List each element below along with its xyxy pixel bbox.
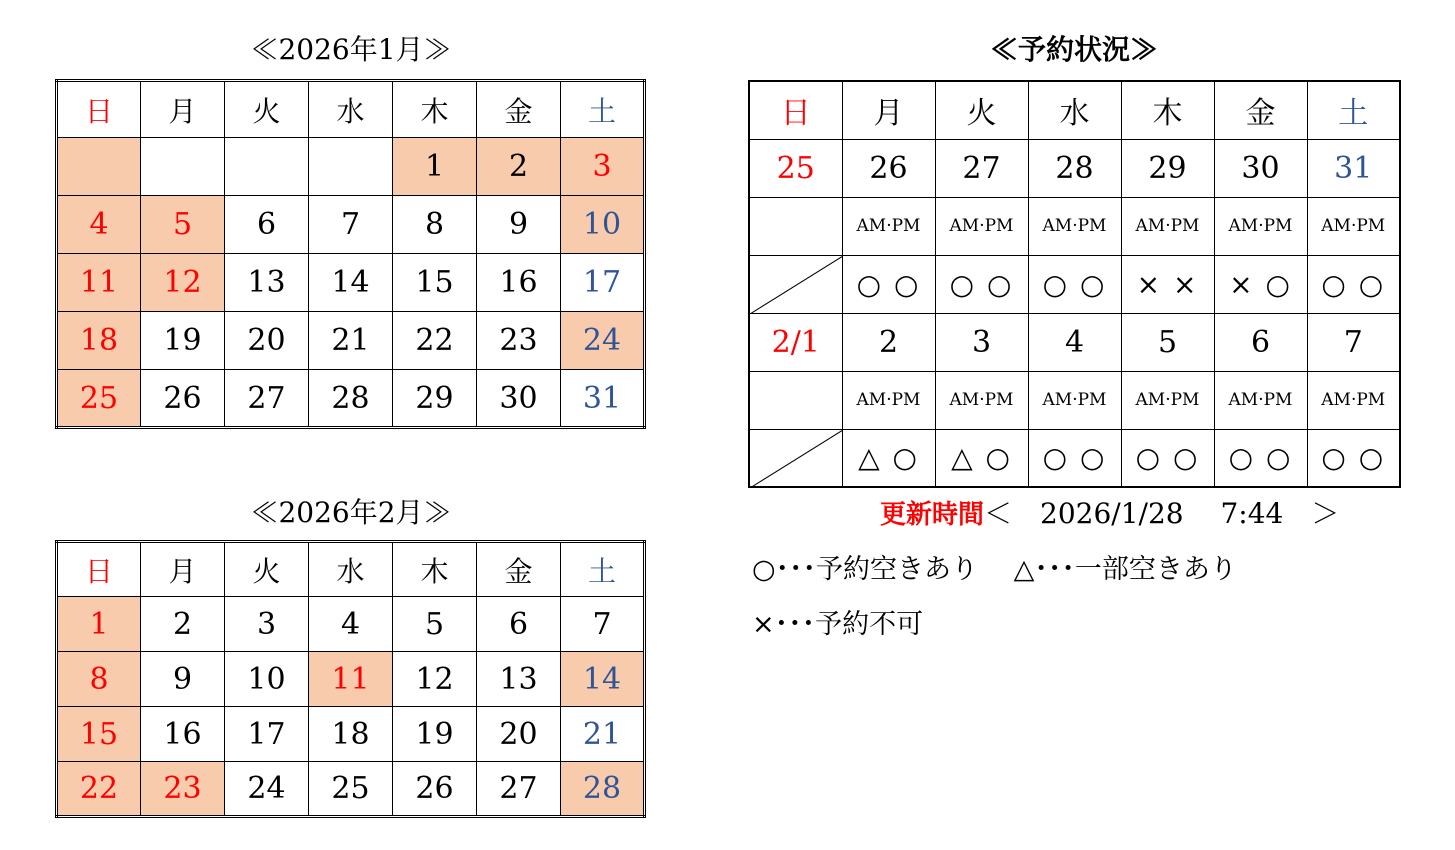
availability-status: ○ ○ (1028, 255, 1121, 313)
calendar-day-cell: 2 (141, 597, 225, 652)
calendar-day-cell: 29 (393, 370, 477, 428)
calendar-day-cell: 7 (309, 196, 393, 254)
reservation-date: 7 (1307, 313, 1400, 371)
slot-label: AM·PM (842, 197, 935, 255)
availability-status: △ ○ (842, 429, 935, 487)
calendar-day-cell: 23 (477, 312, 561, 370)
calendar-day-cell: 16 (141, 707, 225, 762)
reservation-date: 27 (935, 139, 1028, 197)
reservation-date-row (749, 313, 1400, 371)
calendar-day-cell: 14 (561, 652, 645, 707)
calendar-day-cell: 21 (561, 707, 645, 762)
calendar-day-cell: 9 (477, 196, 561, 254)
slot-label: AM·PM (1307, 197, 1400, 255)
legend-unavailable: ×･･･予約不可 (752, 609, 924, 640)
availability-status: △ ○ (935, 429, 1028, 487)
reservation-date: 6 (1214, 313, 1307, 371)
calendar-day-cell: 5 (141, 196, 225, 254)
calendar-day-cell: 22 (393, 312, 477, 370)
availability-status: ○ ○ (1214, 429, 1307, 487)
reservation-date: 30 (1214, 139, 1307, 197)
calendar-week-row (57, 138, 645, 196)
calendar-day-cell: 17 (561, 254, 645, 312)
weekday-sat: 土 (1307, 81, 1400, 139)
weekday-sat: 土 (561, 542, 645, 597)
reservation-sunday-date: 2/1 (749, 313, 842, 371)
weekday-wed: 水 (309, 81, 393, 138)
reservation-date: 26 (842, 139, 935, 197)
calendar-day-cell: 28 (561, 762, 645, 817)
reservation-title: ≪予約状況≫ (989, 33, 1158, 66)
calendar-day-cell: 14 (309, 254, 393, 312)
availability-status: ○ ○ (1121, 429, 1214, 487)
weekday-mon: 月 (141, 81, 225, 138)
calendar-day-cell: 26 (141, 370, 225, 428)
weekday-thu: 木 (393, 542, 477, 597)
slot-label: AM·PM (1028, 197, 1121, 255)
weekday-tue: 火 (225, 81, 309, 138)
availability-status: ○ ○ (1307, 255, 1400, 313)
calendar-week-row (57, 312, 645, 370)
slot-label: AM·PM (1214, 371, 1307, 429)
calendar-day-cell: 24 (225, 762, 309, 817)
weekday-fri: 金 (477, 542, 561, 597)
calendar-day-cell: 17 (225, 707, 309, 762)
availability-status: ○ ○ (1028, 429, 1121, 487)
calendar-day-cell: 4 (309, 597, 393, 652)
weekday-tue: 火 (225, 542, 309, 597)
weekday-sat: 土 (561, 81, 645, 138)
reservation-date: 3 (935, 313, 1028, 371)
calendar-day-cell: 2 (477, 138, 561, 196)
diagonal-line (750, 256, 842, 314)
slot-label: AM·PM (1121, 371, 1214, 429)
calendar-week-row (57, 196, 645, 254)
calendar-day-cell: 19 (141, 312, 225, 370)
reservation-slot-row (749, 371, 1400, 429)
calendar-day-cell: 22 (57, 762, 141, 817)
updated-value: ＜ 2026/1/28 7:44 ＞ (984, 497, 1340, 530)
calendar-day-cell: 18 (57, 312, 141, 370)
calendar-day-cell (225, 138, 309, 196)
calendar-day-cell: 9 (141, 652, 225, 707)
weekday-tue: 火 (935, 81, 1028, 139)
calendar-day-cell: 5 (393, 597, 477, 652)
calendar-day-cell: 18 (309, 707, 393, 762)
weekday-fri: 金 (477, 81, 561, 138)
calendar-day-cell: 6 (477, 597, 561, 652)
calendar-week-row (57, 597, 645, 652)
calendar-day-cell: 31 (561, 370, 645, 428)
slot-label: AM·PM (1121, 197, 1214, 255)
reservation-slot-row (749, 197, 1400, 255)
calendar-day-cell: 11 (309, 652, 393, 707)
calendar-day-cell: 8 (57, 652, 141, 707)
calendar-day-cell: 10 (225, 652, 309, 707)
calendar-day-cell: 24 (561, 312, 645, 370)
availability-status: ○ ○ (1307, 429, 1400, 487)
calendar-day-cell: 20 (477, 707, 561, 762)
calendar-day-cell: 3 (561, 138, 645, 196)
calendar-day-cell: 3 (225, 597, 309, 652)
availability-status: × ○ (1214, 255, 1307, 313)
calendar-day-cell: 8 (393, 196, 477, 254)
calendar-day-cell: 4 (57, 196, 141, 254)
weekday-thu: 木 (1121, 81, 1214, 139)
weekday-mon: 月 (141, 542, 225, 597)
diagonal-slash-cell (749, 429, 842, 487)
calendar-day-cell: 25 (57, 370, 141, 428)
slot-label: AM·PM (935, 371, 1028, 429)
calendar-day-cell: 10 (561, 196, 645, 254)
updated-label: 更新時間 (880, 500, 985, 530)
calendar-week-row (57, 652, 645, 707)
calendar-week-row (57, 370, 645, 428)
weekday-sun: 日 (749, 81, 842, 139)
reservation-date: 5 (1121, 313, 1214, 371)
calendar-day-cell: 27 (477, 762, 561, 817)
calendar-day-cell: 21 (309, 312, 393, 370)
diagonal-slash-cell (749, 255, 842, 313)
calendar-day-cell: 25 (309, 762, 393, 817)
calendar-day-cell: 27 (225, 370, 309, 428)
availability-status: × × (1121, 255, 1214, 313)
weekday-wed: 水 (1028, 81, 1121, 139)
february-calendar (55, 540, 646, 818)
empty-cell (749, 197, 842, 255)
reservation-date: 28 (1028, 139, 1121, 197)
availability-status: ○ ○ (842, 255, 935, 313)
calendar-day-cell: 12 (141, 254, 225, 312)
weekday-sun: 日 (57, 542, 141, 597)
calendar-day-cell: 15 (393, 254, 477, 312)
calendar-week-row (57, 254, 645, 312)
calendar-day-cell: 6 (225, 196, 309, 254)
slot-label: AM·PM (1307, 371, 1400, 429)
calendar-day-cell: 15 (57, 707, 141, 762)
reservation-table (748, 80, 1401, 488)
calendar-day-cell (57, 138, 141, 196)
reservation-date: 29 (1121, 139, 1214, 197)
calendar-week-row (57, 707, 645, 762)
calendar-day-cell: 12 (393, 652, 477, 707)
slot-label: AM·PM (935, 197, 1028, 255)
february-title: ≪2026年2月≫ (250, 496, 452, 529)
reservation-date: 31 (1307, 139, 1400, 197)
calendar-day-cell: 13 (225, 254, 309, 312)
weekday-wed: 水 (309, 542, 393, 597)
calendar-week-row (57, 762, 645, 817)
calendar-day-cell: 16 (477, 254, 561, 312)
slot-label: AM·PM (1214, 197, 1307, 255)
calendar-day-cell: 23 (141, 762, 225, 817)
calendar-day-cell: 13 (477, 652, 561, 707)
empty-cell (749, 371, 842, 429)
reservation-status-row (749, 255, 1400, 313)
reservation-date: 2 (842, 313, 935, 371)
weekday-mon: 月 (842, 81, 935, 139)
calendar-day-cell: 20 (225, 312, 309, 370)
slot-label: AM·PM (842, 371, 935, 429)
calendar-day-cell: 7 (561, 597, 645, 652)
january-title: ≪2026年1月≫ (250, 33, 452, 66)
weekday-sun: 日 (57, 81, 141, 138)
calendar-day-cell: 1 (393, 138, 477, 196)
reservation-date: 4 (1028, 313, 1121, 371)
reservation-status-row (749, 429, 1400, 487)
calendar-day-cell: 28 (309, 370, 393, 428)
weekday-fri: 金 (1214, 81, 1307, 139)
last-updated (880, 496, 1339, 532)
slot-label: AM·PM (1028, 371, 1121, 429)
weekday-thu: 木 (393, 81, 477, 138)
calendar-day-cell: 11 (57, 254, 141, 312)
calendar-day-cell: 30 (477, 370, 561, 428)
legend-available: ○･･･予約空きあり △･･･一部空きあり (752, 554, 1237, 585)
calendar-day-cell (141, 138, 225, 196)
calendar-day-cell: 1 (57, 597, 141, 652)
calendar-day-cell: 26 (393, 762, 477, 817)
january-calendar (55, 79, 646, 429)
reservation-date-row (749, 139, 1400, 197)
availability-status: ○ ○ (935, 255, 1028, 313)
calendar-day-cell: 19 (393, 707, 477, 762)
reservation-sunday-date: 25 (749, 139, 842, 197)
diagonal-line (750, 430, 842, 488)
calendar-day-cell (309, 138, 393, 196)
